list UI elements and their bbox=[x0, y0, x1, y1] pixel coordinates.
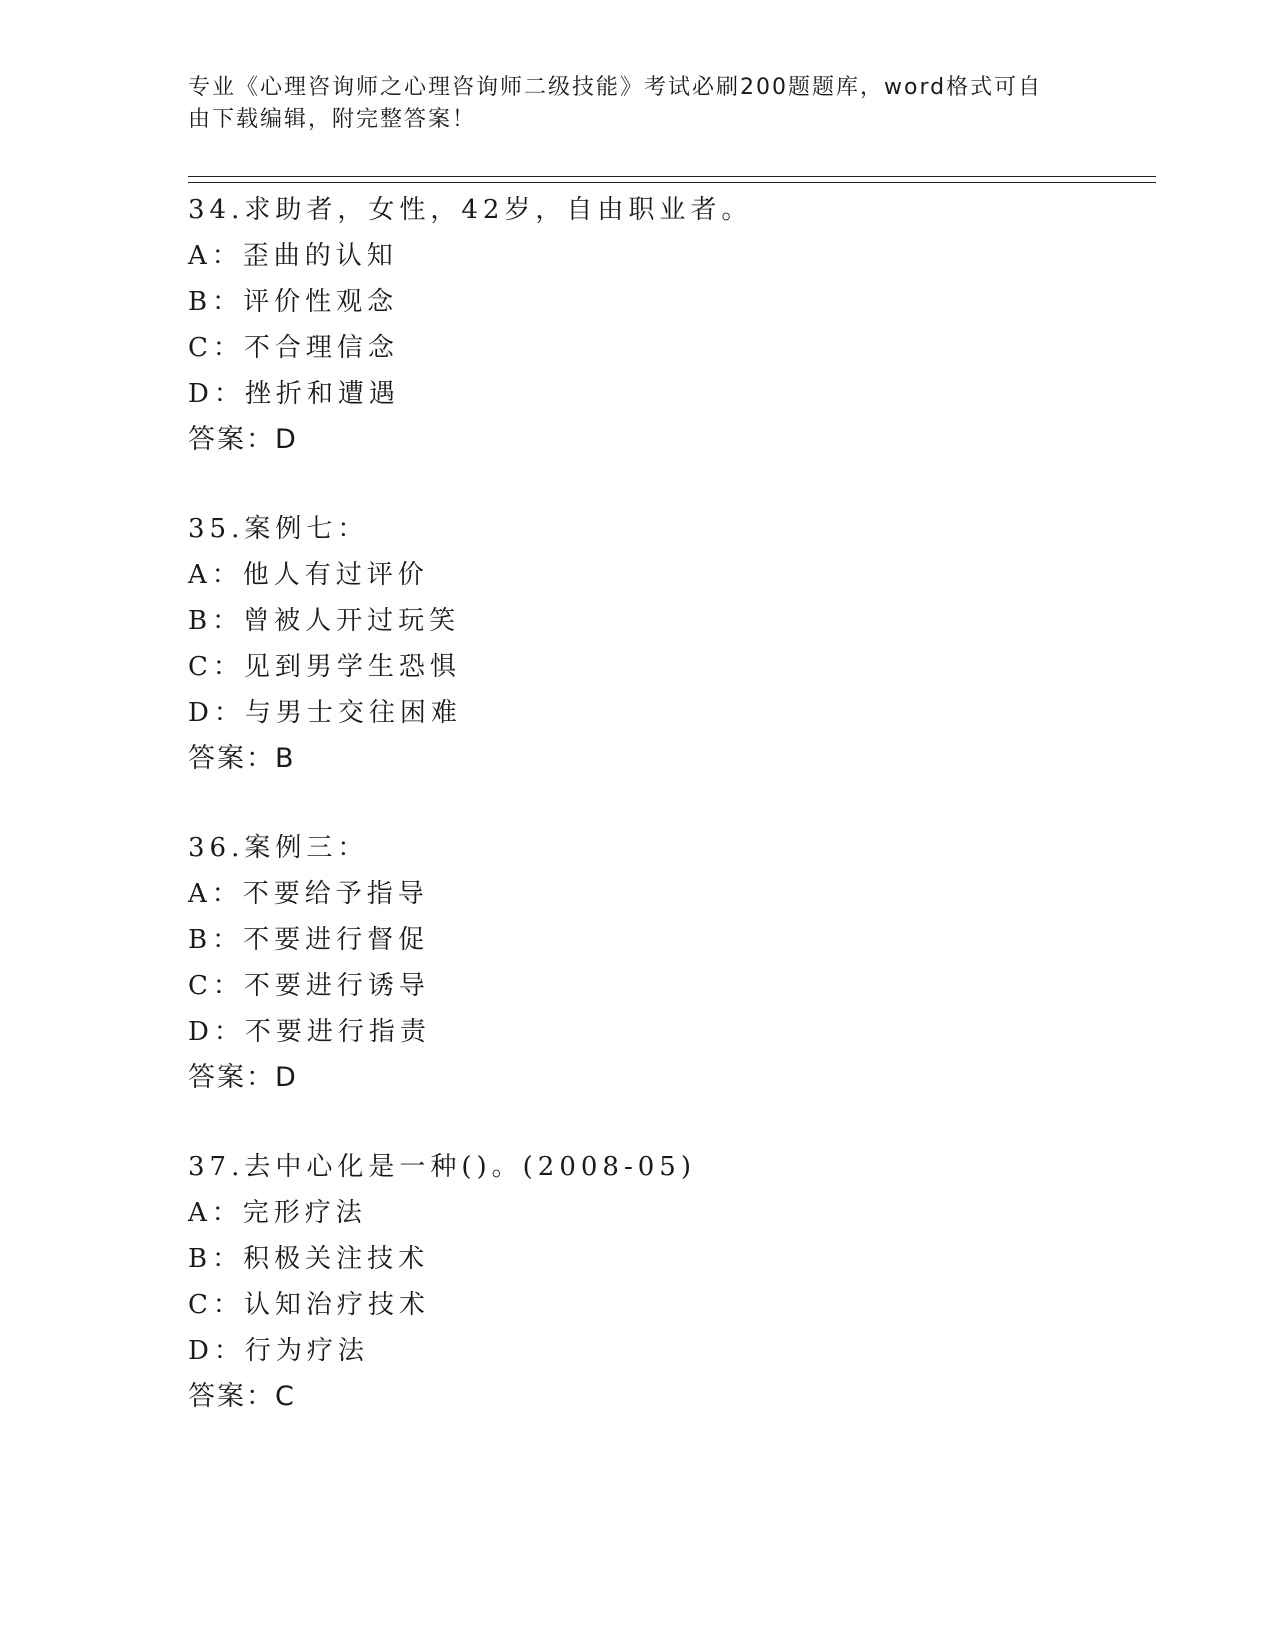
option-b: B：曾被人开过玩笑 bbox=[188, 606, 461, 636]
option-d: D：不要进行指责 bbox=[188, 1017, 431, 1047]
question-37 bbox=[188, 1144, 1148, 1420]
answer-text: 答案：B bbox=[188, 743, 296, 774]
option-b: B：评价性观念 bbox=[188, 287, 399, 317]
question-stem: 35.案例七： bbox=[188, 514, 369, 544]
option-a: A：不要给予指导 bbox=[188, 879, 429, 909]
option-c: C：认知治疗技术 bbox=[188, 1290, 430, 1320]
option-d: D：行为疗法 bbox=[188, 1336, 369, 1366]
option-c: C：不合理信念 bbox=[188, 333, 399, 363]
option-b: B：不要进行督促 bbox=[188, 925, 430, 955]
option-b: B：积极关注技术 bbox=[188, 1244, 430, 1274]
option-c: C：见到男学生恐惧 bbox=[188, 652, 461, 682]
header-line-1: 专业《心理咨询师之心理咨询师二级技能》考试必刷200题题库，word格式可自 bbox=[188, 75, 1043, 100]
option-c: C：不要进行诱导 bbox=[188, 971, 430, 1001]
answer-text: 答案：D bbox=[188, 424, 298, 455]
question-34 bbox=[188, 187, 1148, 463]
option-a: A：他人有过评价 bbox=[188, 560, 429, 590]
answer-text: 答案：D bbox=[188, 1062, 298, 1093]
header-line-2: 由下载编辑，附完整答案！ bbox=[188, 107, 477, 132]
header-divider-top bbox=[188, 176, 1156, 177]
option-d: D：与男士交往困难 bbox=[188, 698, 462, 728]
question-stem: 34.求助者，女性，42岁，自由职业者。 bbox=[188, 195, 753, 225]
option-d: D：挫折和遭遇 bbox=[188, 379, 400, 409]
option-a: A：歪曲的认知 bbox=[188, 241, 398, 271]
header-divider-bottom bbox=[188, 182, 1156, 183]
question-list bbox=[188, 187, 1148, 1463]
document-header bbox=[188, 72, 1068, 136]
answer-text: 答案：C bbox=[188, 1381, 296, 1412]
question-stem: 36.案例三： bbox=[188, 833, 369, 863]
question-36 bbox=[188, 825, 1148, 1101]
question-stem: 37.去中心化是一种()。(2008-05) bbox=[188, 1152, 696, 1182]
option-a: A：完形疗法 bbox=[188, 1198, 367, 1228]
question-35 bbox=[188, 506, 1148, 782]
